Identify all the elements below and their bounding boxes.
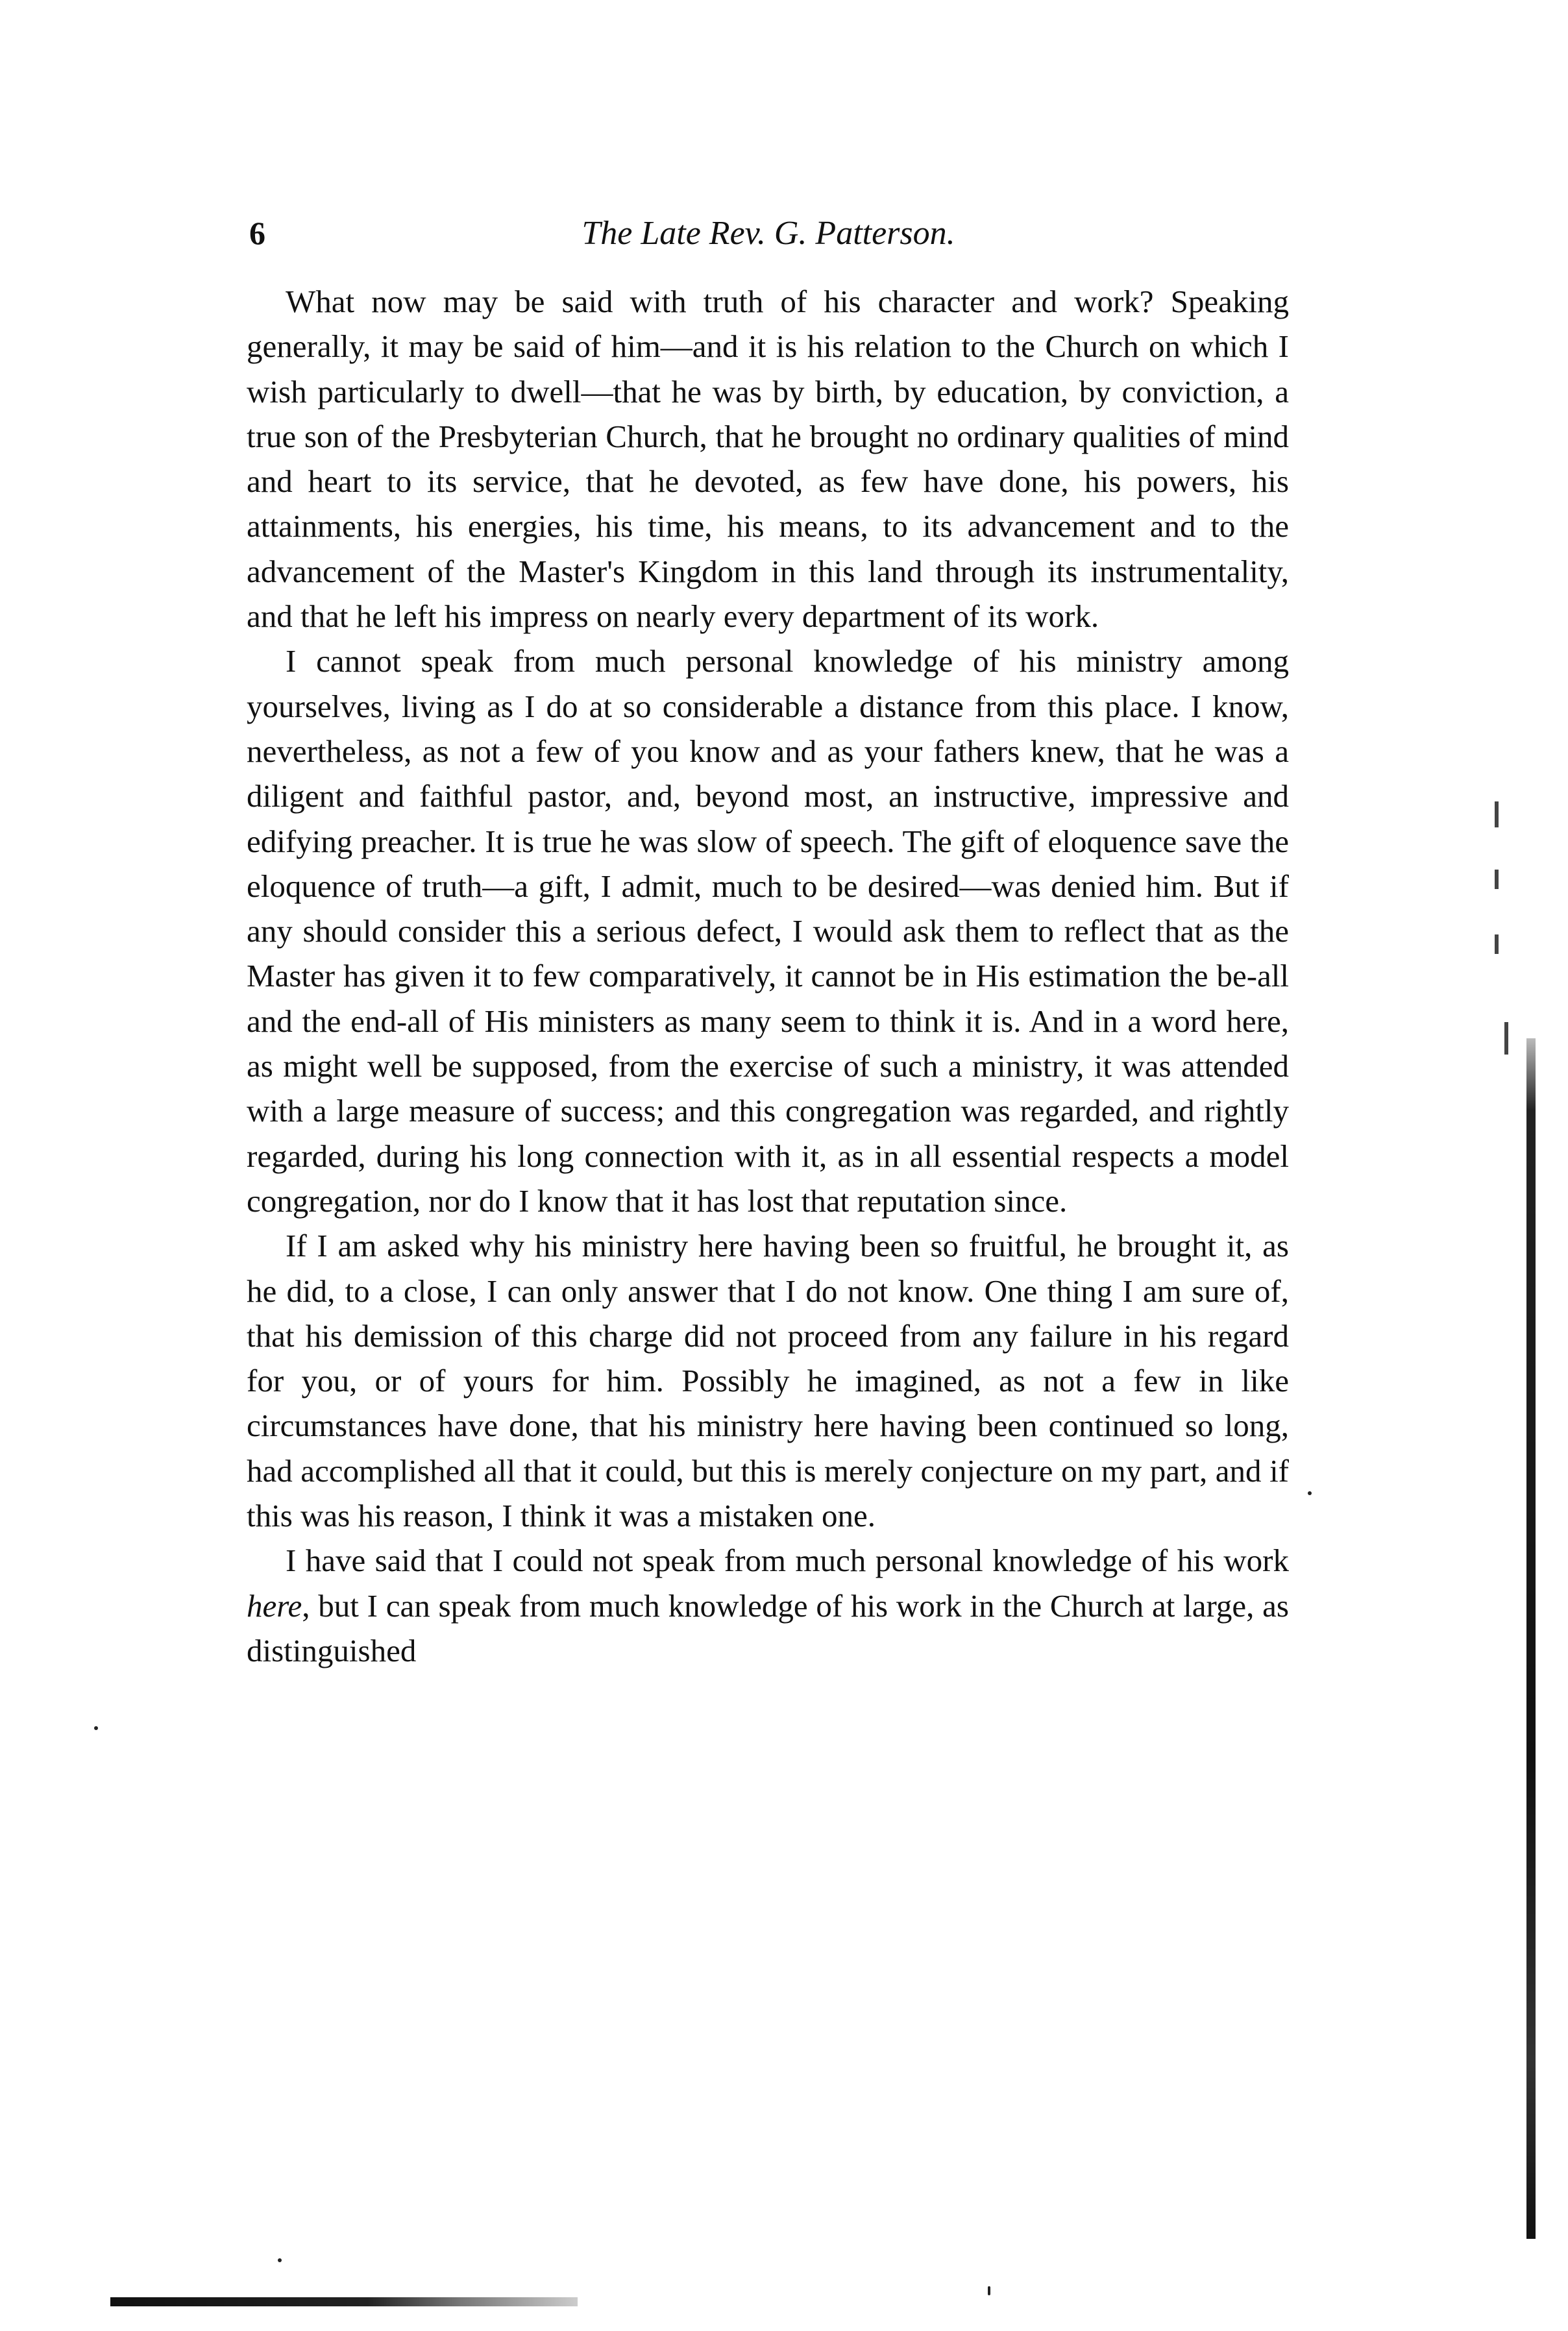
scan-edge-mark: [1504, 1022, 1508, 1055]
paragraph-text-end: , but I can speak from much knowledge of his work in the Church at large, as distinguished: [247, 1587, 1289, 1668]
scan-edge-mark: [1495, 934, 1499, 954]
running-title: The Late Rev. G. Patterson.: [582, 215, 955, 252]
scan-edge-mark: [1495, 801, 1499, 827]
body-text: [247, 279, 1289, 1673]
emphasis-here: here: [247, 1587, 302, 1624]
scan-edge-shadow: [1526, 1038, 1536, 2239]
scan-speck: [1308, 1491, 1312, 1495]
paragraph-demission: If I am asked why his ministry here having been so fruitful, he brought it, as he did, to a close, I can only answer that I do not know. One thing I am sure of, that his demission of this charge did not proceed from any failure in his regard for you, or of yours for him. Possibly he imagined, as not a few in like circumstances have done, that his ministry here having been continued so long, had accomplished all that it could, but this is merely conjecture on my part, and if this was his reason, I think it was a mistaken one.: [247, 1228, 1289, 1534]
page-number: 6: [249, 215, 265, 251]
paragraph-ministry: I cannot speak from much personal knowledge of his ministry among yourselves, living as I do at so considerable a distance from this place. I know, nevertheless, as not a few of you know and as your fathers knew, that he was a diligent and faithful pastor, and, beyond most, an instructive, impressive and edifying preacher. It is true he was slow of speech. The gift of eloquence save the eloquence of truth—a gift, I admit, much to be desired—was denied him. But if any should consider this a serious defect, I would ask them to reflect that as the Master has given it to few comparatively, it cannot be in His estimation the be-all and the end-all of His ministers as many seem to think it is. And in a word here, as might well be supposed, from the exercise of such a ministry, it was attended with a large measure of success; and this congregation was regarded, and rightly regarded, during his long connection with it, as in all essential respects a model congregation, nor do I know that it has lost that reputation since.: [247, 643, 1289, 1219]
page-header: [249, 214, 1288, 260]
scan-edge-mark: [1495, 870, 1499, 889]
scan-speck: [988, 2286, 990, 2295]
paragraph-text-start: I have said that I could not speak from much personal knowledge of his work: [286, 1543, 1289, 1579]
paragraph-character-and-work: What now may be said with truth of his character and work? Speaking generally, it may be said of him—and it is his relation to the Church on which I wish particularly to dwell—that he was by birth, by education, by conviction, a true son of the Presbyterian Church, that he brought no ordinary qualities of mind and heart to its service, that he devoted, as few have done, his powers, his attainments, his energies, his time, his means, to its advancement and to the advancement of the Master's Kingdom in this land through its instrumentality, and that he left his impress on nearly every department of its work.: [247, 284, 1289, 635]
scan-speck: [94, 1726, 98, 1730]
scan-bottom-shadow: [110, 2297, 578, 2306]
paragraph-church-at-large: [247, 1538, 1289, 1673]
scan-speck: [278, 2258, 282, 2262]
